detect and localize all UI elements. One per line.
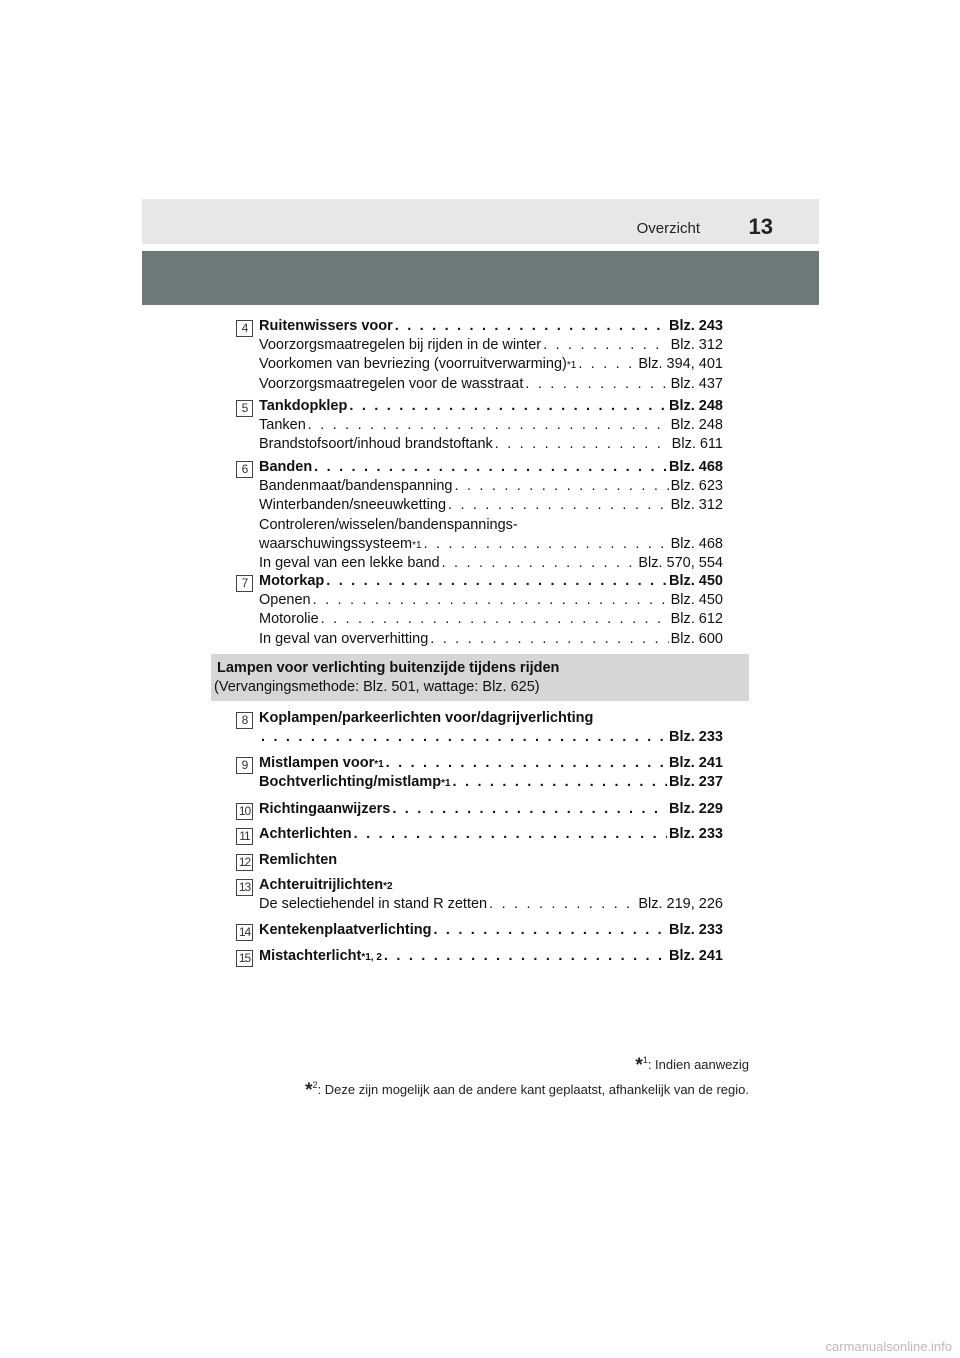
entry-label: Kentekenplaatverlichting [259,922,432,938]
entry-label: In geval van een lekke band [259,555,440,571]
leader-dots [455,478,669,494]
page-reference: Blz. 233 [669,826,723,842]
index-entry-sub [259,896,723,915]
index-entry-main [259,729,723,748]
entry-number-badge: 10 [236,803,253,820]
lamp-section-title: Lampen voor verlichting buitenzijde tijdens rijden [217,660,560,676]
page-reference: Blz. 233 [669,729,723,746]
index-entry-main [259,852,723,871]
entry-label: Brandstofsoort/inhoud brandstoftank [259,436,493,453]
index-entry-sub [259,517,723,536]
leader-dots [543,337,668,353]
lamp-section-banner [211,654,749,701]
index-entry-main [259,398,723,417]
entry-label: Remlichten [259,852,338,868]
entry-number-badge: 11 [236,828,253,845]
entry-label: Openen [259,592,311,609]
entry-label: Achteruitrijlichten [259,877,384,893]
index-entry-sub [259,592,723,611]
leader-dots [384,948,667,964]
index-entry-main [259,801,723,820]
page-reference: Blz. 233 [669,922,723,938]
leader-dots [314,459,667,475]
page-reference: Blz. 243 [669,318,723,334]
entry-number-badge: 15 [236,950,253,967]
entry-label: Voorkomen van bevriezing (voorruitverwarming) [259,356,567,373]
entry-label: Voorzorgsmaatregelen voor de wasstraat [259,375,524,392]
entry-number-badge: 4 [236,320,253,337]
leader-dots [313,592,669,608]
lamp-section-subtitle: (Vervangingsmethode: Blz. 501, wattage: Blz. 625) [214,679,540,695]
index-entry-main: Mistachterlicht *1, 2 . . . Blz. 241 [259,948,723,967]
index-entry-sub [259,497,723,516]
footnote-star: * [305,1080,313,1101]
index-entry-main [259,318,723,337]
entry-number-badge: 8 [236,712,253,729]
leader-dots [386,755,667,771]
leader-dots [261,729,667,745]
footnote-text: : Indien aanwezig [647,1057,749,1072]
footnote-1: *$^1$: Indien aanwezig [635,1055,749,1076]
index-entry-main: Mistlampen voor *1 . . . Blz. 241 [259,755,723,774]
entry-label: waarschuwingssysteem [259,535,413,552]
page-reference: Blz. 237 [669,774,723,791]
index-entry-main [259,826,723,845]
page-reference: Blz. 248 [669,398,723,414]
entry-label: Motorkap [259,573,325,589]
page-reference: Blz. 312 [670,497,723,514]
leader-dots [321,611,669,627]
page-reference: Blz. 241 [669,948,723,964]
entry-label: Banden [259,459,313,475]
leader-dots [433,922,667,938]
entry-number-badge: 5 [236,400,253,417]
leader-dots [349,398,667,414]
entry-label: De selectiehendel in stand R zetten [259,896,488,913]
leader-dots [442,555,637,571]
entry-label: Winterbanden/sneeuwketting [259,497,447,514]
entry-label: Tanken [259,417,306,434]
section-title: Overzicht [636,220,700,237]
leader-dots [525,376,668,392]
leader-dots [326,573,667,589]
index-entry-sub [259,436,723,455]
index-entry-main [259,922,723,941]
index-entry-main [259,573,723,592]
page-reference: Blz. 570, 554 [638,555,723,571]
page-reference: Blz. 611 [671,436,723,453]
page-number: 13 [748,214,773,239]
entry-label: Ruitenwissers voor [259,318,393,334]
entry-label: Achterlichten [259,826,352,842]
footnote-star: * [635,1055,643,1076]
page-reference: Blz. 468 [670,535,723,552]
header-band [142,251,819,305]
index-entry-sub [259,376,723,395]
entry-number-badge: 9 [236,757,253,774]
entry-label: Richtingaanwijzers [259,801,391,817]
page-header [142,199,819,244]
leader-dots [308,417,669,433]
index-entry-sub [259,631,723,650]
page-reference: Blz. 241 [669,755,723,771]
index-entry-sub [259,555,723,574]
page-reference: Blz. 219, 226 [638,896,723,913]
page-reference: Blz. 312 [670,337,723,354]
entry-number-badge: 14 [236,924,253,941]
entry-number-badge: 13 [236,879,253,896]
page-reference: Blz. 612 [670,611,723,628]
entry-number-badge: 6 [236,461,253,478]
entry-label: Bandenmaat/bandenspanning [259,478,453,495]
index-entry-sub: waarschuwingssysteem *1 . . . Blz. 468 [259,536,723,555]
page-reference: Blz. 437 [670,375,723,392]
leader-dots [448,497,669,513]
entry-label: Bochtverlichting/mistlamp [259,774,442,791]
page-reference: Blz. 229 [669,801,723,817]
entry-label: In geval van oververhitting [259,630,429,647]
index-entry-sub [259,478,723,497]
page-reference: Blz. 248 [670,417,723,434]
entry-number-badge: 12 [236,854,253,871]
index-entry-sub [259,417,723,436]
entry-label: Mistachterlicht [259,948,362,964]
footnote-2: *$^2$: Deze zijn mogelijk aan de andere kant geplaatst, afhankelijk van de regio. [305,1080,749,1101]
entry-label: Koplampen/parkeerlichten voor/dagrijverlichting [259,710,594,726]
footnote-text: : Deze zijn mogelijk aan de andere kant geplaatst, afhankelijk van de regio. [317,1082,749,1097]
leader-dots [430,631,668,647]
leader-dots [578,356,636,372]
index-entry-sub: Voorkomen van bevriezing (voorruitverwarming) *1 . . . Blz. 394, 401 [259,356,723,375]
entry-label: Controleren/wisselen/bandenspannings- [259,516,518,533]
leader-dots [395,318,667,334]
entry-label: Tankdopklep [259,398,348,414]
index-entry-sub [259,337,723,356]
index-entry-main [259,710,723,729]
page-reference: Blz. 600 [670,630,723,647]
index-entry-main [259,459,723,478]
entry-number-badge: 7 [236,575,253,592]
index-entry-main: Bochtverlichting/mistlamp *1 . . . Blz. 237 [259,774,723,793]
index-entry-main: Achteruitrijlichten *2 [259,877,393,893]
watermark: carmanualsonline.info [825,1339,952,1354]
leader-dots [489,896,636,912]
entry-label: Motorolie [259,611,319,628]
leader-dots [354,826,667,842]
leader-dots [424,536,669,552]
leader-dots [495,436,670,452]
page-reference: Blz. 468 [669,459,723,475]
leader-dots [453,774,667,790]
entry-label: Voorzorgsmaatregelen bij rijden in de winter [259,337,542,354]
page-reference: Blz. 450 [669,573,723,589]
page-reference: Blz. 450 [670,592,723,609]
index-entry-sub [259,611,723,630]
page-reference: Blz. 623 [670,478,723,495]
page-reference: Blz. 394, 401 [638,356,723,373]
leader-dots [392,801,667,817]
entry-label: Mistlampen voor [259,755,375,771]
